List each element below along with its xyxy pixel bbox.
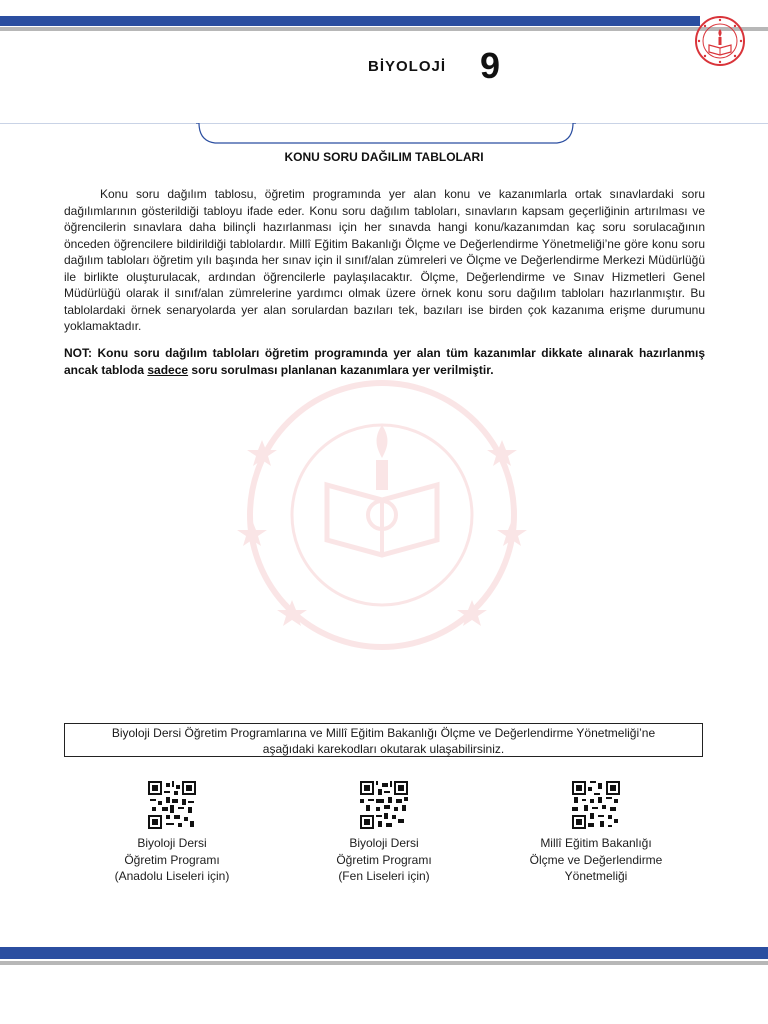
meb-seal-watermark-icon	[222, 380, 542, 650]
info-box-line-2: aşağıdaki karekodları okutarak ulaşabilirsiniz.	[262, 742, 505, 756]
top-blue-bar	[0, 16, 700, 26]
note-prefix: NOT: Konu soru dağılım tabloları öğretim programında yer alan tüm kazanımlar dikkate alınarak hazırlanmış ancak tabloda	[64, 346, 705, 377]
qr-caption-line: Yönetmeliği	[564, 869, 628, 883]
qr-code-icon[interactable]	[148, 781, 196, 829]
header-bracket-decoration	[195, 123, 577, 145]
grade-number: 9	[480, 45, 501, 86]
bottom-blue-bar	[0, 947, 768, 959]
qr-caption-line: Biyoloji Dersi	[349, 836, 419, 850]
qr-caption-1	[77, 835, 267, 885]
note-underlined-word: sadece	[147, 362, 189, 377]
qr-caption-3	[501, 835, 691, 885]
section-title: KONU SORU DAĞILIM TABLOLARI	[284, 150, 484, 164]
intro-paragraph-text: Konu soru dağılım tablosu, öğretim programında yer alan konu ve kazanımlarla ortak sınavlardaki soru dağılımlarının gösterildiği tabloyu ifade eder. Konu soru dağılım tabloları, sınavların kapsam geçerliğinin artırılması ve öğrencilerin sınavlara daha bilinçli hazırlanması için her sınavda hangi konu/kazanımdan kaç soru sorulacağının önceden öğrencilere bildirildiği tablolardır. Millî Eğitim Bakanlığı Ölçme ve Değerlendirme Yönetmeliği’ne göre konu soru dağılım tabloları öğretim yılı başında her sınav için il sınıf/alan zümreleri ve Ölçme ve Değerlendirme Merkezi Müdürlüğü ile birlikte oluşturulacak, ardından öğrencilerle paylaşılacaktır. Ölçme, Değerlendirme ve Sınav Hizmetleri Genel Müdürlüğü olarak il sınıf/alan zümrelerine yardımcı olmak üzere örnek konu soru dağılım tabloları hazırlanmıştır. Bu tablolardaki örnek senaryolarda yer alan sorulardan bazıları tek, bazıları ise birden çok kazanıma erişme durumunu yoklamaktadır.	[64, 187, 705, 333]
info-box-line-1: Biyoloji Dersi Öğretim Programlarına ve Millî Eğitim Bakanlığı Ölçme ve Değerlendirme Yönetmeliği’ne	[111, 726, 656, 740]
qr-caption-line: Öğretim Programı	[336, 852, 432, 867]
qr-caption-line: Millî Eğitim Bakanlığı	[540, 836, 652, 850]
qr-caption-line: (Fen Liseleri için)	[338, 869, 430, 883]
qr-caption-line: Öğretim Programı	[124, 852, 220, 867]
qr-caption-line: Biyoloji Dersi	[137, 836, 207, 850]
bottom-gray-bar	[0, 961, 768, 965]
note-paragraph	[64, 345, 705, 378]
info-box	[64, 723, 703, 757]
subject-name: BİYOLOJİ	[368, 58, 447, 75]
meb-seal-icon	[694, 15, 746, 67]
note-suffix: soru sorulması planlanan kazanımlara yer verilmiştir.	[188, 362, 494, 377]
intro-paragraph	[64, 186, 705, 335]
top-gray-bar	[0, 27, 768, 31]
qr-caption-2	[289, 835, 479, 885]
qr-caption-line: (Anadolu Liseleri için)	[114, 869, 230, 883]
qr-caption-line: Ölçme ve Değerlendirme	[529, 852, 663, 867]
qr-code-icon[interactable]	[572, 781, 620, 829]
qr-code-icon[interactable]	[360, 781, 408, 829]
